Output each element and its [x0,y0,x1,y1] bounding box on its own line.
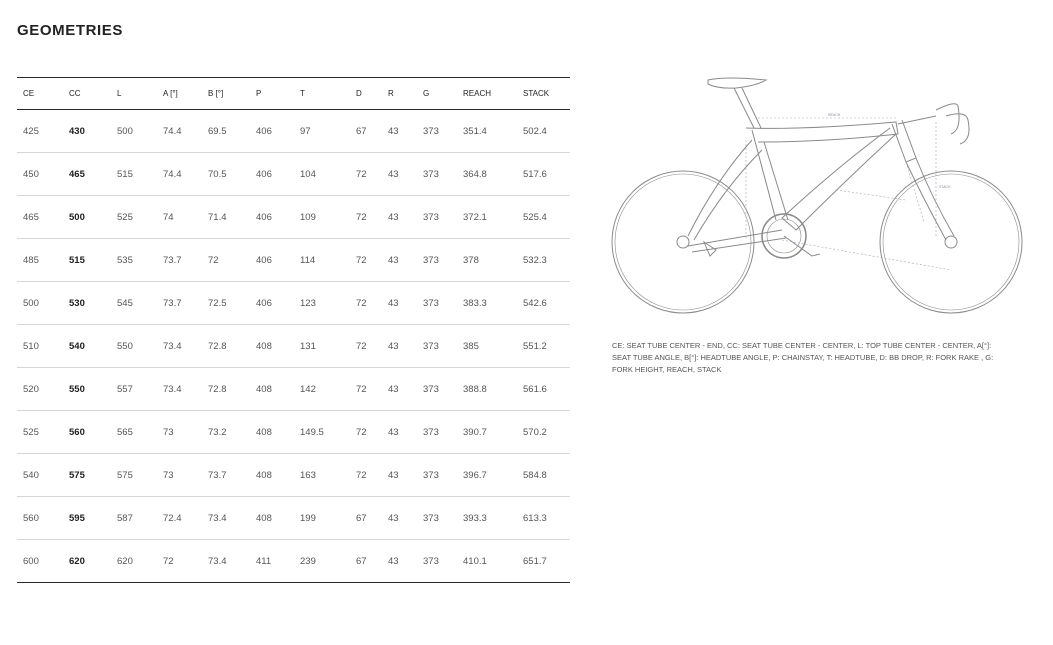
table-cell: 410.1 [457,540,517,583]
table-cell: 557 [111,368,157,411]
table-cell: 520 [17,368,63,411]
table-cell: 406 [250,282,294,325]
table-cell: 570.2 [517,411,570,454]
table-cell: 542.6 [517,282,570,325]
table-cell: 72.4 [157,497,202,540]
column-header: D [350,78,382,110]
table-cell: 517.6 [517,153,570,196]
table-row [17,411,570,454]
table-cell: 465 [63,153,111,196]
column-header: T [294,78,350,110]
table-cell: 502.4 [517,110,570,153]
table-cell: 373 [417,454,457,497]
table-cell: 67 [350,497,382,540]
table-cell: 97 [294,110,350,153]
table-cell: 149.5 [294,411,350,454]
table-cell: 600 [17,540,63,583]
table-cell: 72 [350,368,382,411]
table-cell: 584.8 [517,454,570,497]
page-title: GEOMETRIES [17,22,124,39]
table-cell: 72 [350,282,382,325]
table-row [17,282,570,325]
table-cell: 74.4 [157,110,202,153]
table-cell: 565 [111,411,157,454]
table-cell: 408 [250,411,294,454]
column-header: B [°] [202,78,250,110]
table-cell: 651.7 [517,540,570,583]
column-header: L [111,78,157,110]
table-cell: 373 [417,239,457,282]
geometry-table [17,77,570,583]
table-cell: 613.3 [517,497,570,540]
table-cell: 74 [157,196,202,239]
table-cell: 373 [417,325,457,368]
column-header: R [382,78,417,110]
column-header: STACK [517,78,570,110]
column-header: CC [63,78,111,110]
table-cell: 73.4 [202,497,250,540]
table-cell: 69.5 [202,110,250,153]
table-row [17,239,570,282]
table-cell: 406 [250,110,294,153]
table-cell: 411 [250,540,294,583]
stack-label: STACK [939,185,951,189]
table-cell: 114 [294,239,350,282]
table-cell: 408 [250,325,294,368]
table-cell: 373 [417,196,457,239]
down-tube [782,128,896,230]
stem [898,116,936,124]
table-cell: 73.7 [202,454,250,497]
table-cell: 551.2 [517,325,570,368]
saddle [708,78,766,88]
table-cell: 450 [17,153,63,196]
table-cell: 123 [294,282,350,325]
table-cell: 378 [457,239,517,282]
column-header: P [250,78,294,110]
table-cell: 73.4 [157,368,202,411]
table-cell: 73 [157,411,202,454]
table-cell: 43 [382,368,417,411]
table-cell: 532.3 [517,239,570,282]
table-cell: 73.7 [157,282,202,325]
table-cell: 373 [417,282,457,325]
table-cell: 560 [17,497,63,540]
table-cell: 73 [157,454,202,497]
chain-stay [688,230,786,252]
table-cell: 500 [17,282,63,325]
front-wheel [880,171,1022,313]
table-cell: 500 [63,196,111,239]
table-cell: 72 [350,325,382,368]
table-cell: 43 [382,282,417,325]
handlebar [936,104,969,144]
table-row [17,540,570,583]
head-tube [892,120,916,162]
table-cell: 430 [63,110,111,153]
rear-wheel [612,171,754,313]
table-cell: 72 [350,239,382,282]
table-cell: 373 [417,110,457,153]
table-cell: 104 [294,153,350,196]
table-cell: 74.4 [157,153,202,196]
table-row [17,325,570,368]
table-cell: 72.5 [202,282,250,325]
table-cell: 67 [350,540,382,583]
table-cell: 43 [382,497,417,540]
column-header: CE [17,78,63,110]
column-header: REACH [457,78,517,110]
table-cell: 373 [417,497,457,540]
table-cell: 72.8 [202,325,250,368]
table-row [17,454,570,497]
table-header-row [17,78,570,110]
table-cell: 406 [250,239,294,282]
table-cell: 587 [111,497,157,540]
table-cell: 406 [250,153,294,196]
reach-label: REACH [828,113,841,117]
table-cell: 199 [294,497,350,540]
table-cell: 408 [250,368,294,411]
column-header: G [417,78,457,110]
table-cell: 67 [350,110,382,153]
table-cell: 72 [350,196,382,239]
table-cell: 396.7 [457,454,517,497]
table-cell: 43 [382,110,417,153]
table-cell: 485 [17,239,63,282]
table-cell: 373 [417,411,457,454]
table-cell: 72 [350,153,382,196]
table-cell: 390.7 [457,411,517,454]
table-cell: 575 [63,454,111,497]
table-cell: 406 [250,196,294,239]
table-cell: 131 [294,325,350,368]
seat-tube [752,130,788,220]
table-cell: 43 [382,454,417,497]
table-cell: 43 [382,325,417,368]
seat-stay [688,140,762,240]
table-cell: 620 [111,540,157,583]
table-cell: 72 [157,540,202,583]
table-cell: 408 [250,454,294,497]
table-cell: 163 [294,454,350,497]
table-cell: 43 [382,153,417,196]
table-row [17,110,570,153]
table-cell: 351.4 [457,110,517,153]
table-cell: 73.4 [157,325,202,368]
table-cell: 388.8 [457,368,517,411]
table-body [17,110,570,583]
table-cell: 540 [17,454,63,497]
table-cell: 540 [63,325,111,368]
table-cell: 73.2 [202,411,250,454]
table-cell: 515 [63,239,111,282]
table-cell: 72 [350,454,382,497]
table-cell: 373 [417,153,457,196]
table-cell: 530 [63,282,111,325]
table-cell: 73.7 [157,239,202,282]
table-cell: 72 [350,411,382,454]
table-row [17,196,570,239]
table-cell: 408 [250,497,294,540]
table-cell: 364.8 [457,153,517,196]
table-cell: 383.3 [457,282,517,325]
column-header: A [°] [157,78,202,110]
seatpost [734,88,761,128]
front-wheel-inner [883,174,1019,310]
table-cell: 385 [457,325,517,368]
table-cell: 43 [382,411,417,454]
table-cell: 500 [111,110,157,153]
table-cell: 239 [294,540,350,583]
table-cell: 109 [294,196,350,239]
table-cell: 43 [382,540,417,583]
table-cell: 43 [382,239,417,282]
table-cell: 373 [417,368,457,411]
table-cell: 510 [17,325,63,368]
table-cell: 560 [63,411,111,454]
rear-wheel-inner [615,174,751,310]
table-cell: 545 [111,282,157,325]
table-cell: 525.4 [517,196,570,239]
table-cell: 73.4 [202,540,250,583]
table-cell: 620 [63,540,111,583]
table-cell: 561.6 [517,368,570,411]
table-cell: 72.8 [202,368,250,411]
table-cell: 393.3 [457,497,517,540]
table-cell: 43 [382,196,417,239]
table-cell: 515 [111,153,157,196]
table-row [17,153,570,196]
table-cell: 550 [63,368,111,411]
table-cell: 71.4 [202,196,250,239]
table-cell: 373 [417,540,457,583]
table-cell: 575 [111,454,157,497]
table-cell: 142 [294,368,350,411]
table-cell: 550 [111,325,157,368]
table-cell: 72 [202,239,250,282]
table-cell: 70.5 [202,153,250,196]
table-row [17,497,570,540]
bike-geometry-diagram [606,70,1026,336]
table-cell: 525 [17,411,63,454]
table-cell: 425 [17,110,63,153]
table-cell: 465 [17,196,63,239]
table-row [17,368,570,411]
fork [906,158,954,240]
table-cell: 535 [111,239,157,282]
table-cell: 595 [63,497,111,540]
table-cell: 372.1 [457,196,517,239]
table-cell: 525 [111,196,157,239]
geometry-legend-caption: CE: SEAT TUBE CENTER - END, CC: SEAT TUBE CENTER - CENTER, L: TOP TUBE CENTER - CENTER, A[°]: SEAT TUBE ANGLE, B[°]: HEADTUBE ANGLE, P: CHAINSTAY, T: HEADTUBE, D: BB DROP, R: FORK RAKE , G: FORK HEIGHT, REACH, STACK [612,341,994,374]
